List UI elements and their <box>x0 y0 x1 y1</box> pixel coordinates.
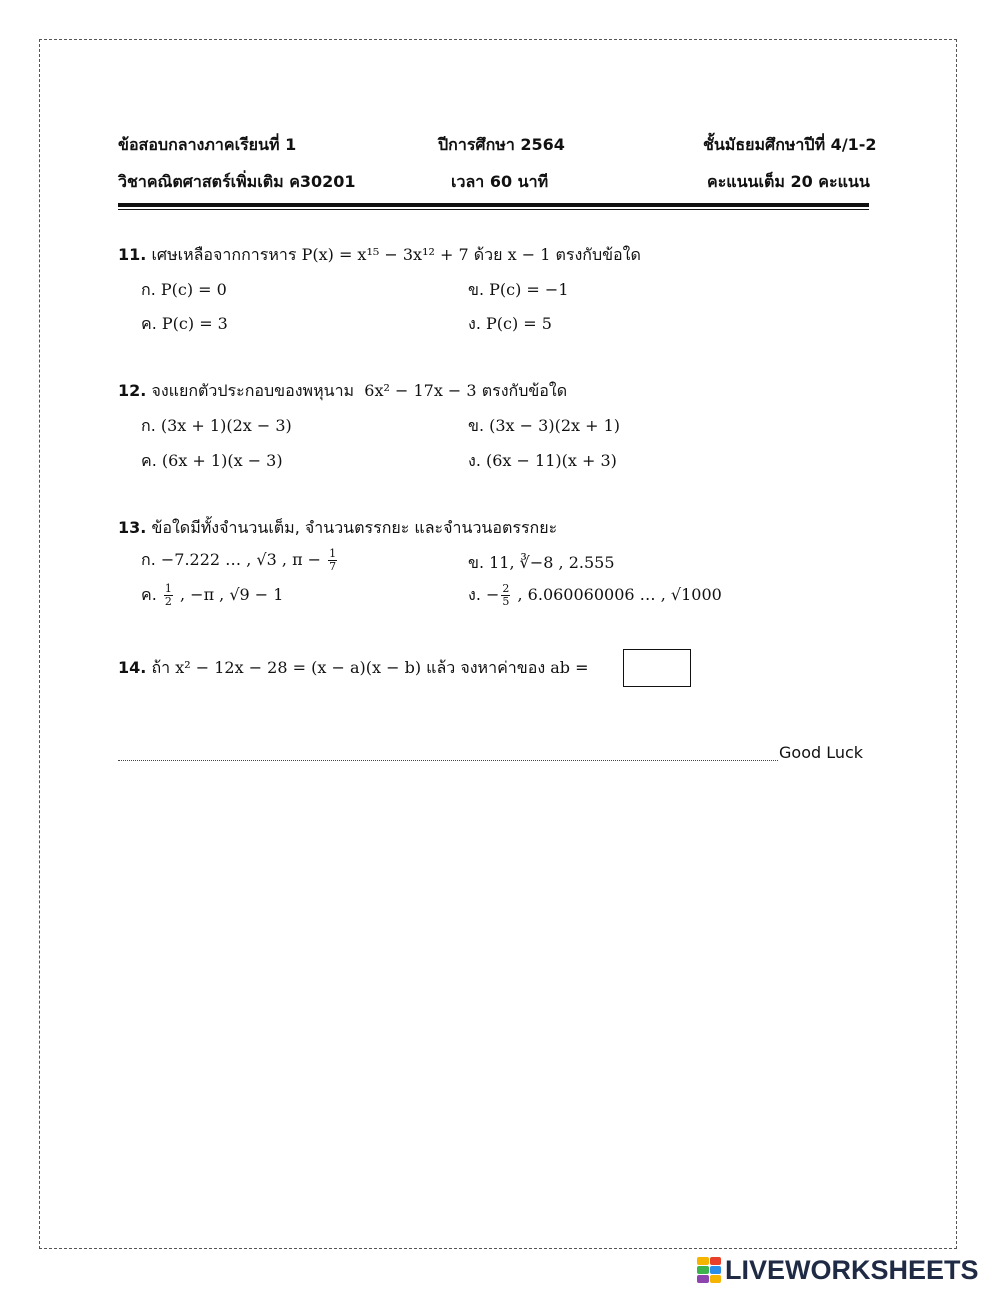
option-value: (3x − 3)(2x + 1) <box>489 416 621 435</box>
question-text: ถ้า <box>151 658 171 677</box>
option-label: ค. <box>141 585 157 604</box>
question-text: ตรงกับข้อใด <box>481 381 568 400</box>
option-a[interactable] <box>141 548 339 573</box>
fraction-numerator: 1 <box>329 547 337 560</box>
option-value: P(c) = 0 <box>160 280 227 299</box>
good-luck-text: Good Luck <box>779 743 864 762</box>
fraction <box>164 583 173 608</box>
fraction <box>501 583 510 608</box>
option-label: ก. <box>141 416 156 435</box>
equals-sign: = <box>575 658 589 677</box>
question-number: 11. <box>118 245 147 264</box>
option-value: , −π , √9 − 1 <box>179 585 284 604</box>
option-label: ข. <box>468 280 485 299</box>
question-text: ตรงกับข้อใด <box>555 245 641 264</box>
option-d[interactable] <box>468 449 617 474</box>
option-c[interactable] <box>141 449 283 474</box>
logo-blocks-icon <box>697 1257 721 1283</box>
dotted-line <box>118 760 778 761</box>
question-14 <box>118 656 589 681</box>
page-border <box>39 39 957 1249</box>
option-value: (3x + 1)(2x − 3) <box>160 416 292 435</box>
option-label: ค. <box>141 314 157 333</box>
question-13 <box>118 516 557 541</box>
option-label: ข. <box>468 416 485 435</box>
option-c[interactable] <box>141 583 283 608</box>
option-value: P(c) = 3 <box>161 314 228 333</box>
question-text: จงแยกตัวประกอบของพหุนาม <box>151 381 355 400</box>
fraction-denominator: 2 <box>164 595 172 608</box>
option-c[interactable] <box>141 312 228 337</box>
option-value: (6x − 11)(x + 3) <box>486 451 617 470</box>
question-12 <box>118 379 567 404</box>
option-value: −7.222 … , √3 , π − <box>160 550 322 569</box>
grade-level: ชั้นมัธยมศึกษาปีที่ 4/1-2 <box>703 135 877 154</box>
option-value: 11, ∛−8 , 2.555 <box>489 553 615 572</box>
question-expression: x − 1 <box>507 245 551 264</box>
question-number: 12. <box>118 381 147 400</box>
option-a[interactable] <box>141 414 292 439</box>
fraction <box>328 548 337 573</box>
liveworksheets-logo <box>697 1254 979 1286</box>
question-text: เศษเหลือจากการหาร <box>151 245 297 264</box>
option-b[interactable] <box>468 551 615 576</box>
question-text: แล้ว จงหาค่าของ <box>426 658 546 677</box>
option-value: (6x + 1)(x − 3) <box>161 451 283 470</box>
question-text: ข้อใดมีทั้งจำนวนเต็ม, จำนวนตรรกยะ และจำนวนอตรรกยะ <box>151 518 558 537</box>
option-d[interactable] <box>468 583 722 608</box>
exam-title: ข้อสอบกลางภาคเรียนที่ 1 <box>118 135 297 154</box>
question-expression: P(x) = x¹⁵ − 3x¹² + 7 <box>301 245 469 264</box>
option-label: ข. <box>468 553 485 572</box>
question-expression: ab <box>550 658 570 677</box>
option-label: ค. <box>141 451 157 470</box>
brand-name: LIVEWORKSHEETS <box>725 1254 979 1285</box>
question-text: ด้วย <box>473 245 503 264</box>
option-value: P(c) = −1 <box>489 280 569 299</box>
fraction-denominator: 7 <box>329 560 337 573</box>
exam-time: เวลา 60 นาที <box>451 172 549 191</box>
question-number: 13. <box>118 518 147 537</box>
option-label: ก. <box>141 280 156 299</box>
question-11 <box>118 243 641 268</box>
option-label: ง. <box>468 314 481 333</box>
answer-input-box[interactable] <box>623 649 691 687</box>
option-value: P(c) = 5 <box>486 314 552 333</box>
fraction-numerator: 1 <box>164 582 172 595</box>
full-score: คะแนนเต็ม 20 คะแนน <box>707 172 870 191</box>
option-label: ก. <box>141 550 156 569</box>
option-b[interactable] <box>468 278 569 303</box>
option-value: − <box>486 585 500 604</box>
fraction-denominator: 5 <box>502 595 510 608</box>
subject: วิชาคณิตศาสตร์เพิ่มเติม ค30201 <box>118 172 356 191</box>
question-expression: 6x² − 17x − 3 <box>364 381 477 400</box>
option-label: ง. <box>468 451 481 470</box>
question-number: 14. <box>118 658 147 677</box>
academic-year: ปีการศึกษา 2564 <box>438 135 565 154</box>
option-value: , 6.060060006 … , √1000 <box>517 585 722 604</box>
option-a[interactable] <box>141 278 227 303</box>
question-expression: x² − 12x − 28 = (x − a)(x − b) <box>175 658 422 677</box>
option-b[interactable] <box>468 414 620 439</box>
header-rule-thick <box>118 203 869 207</box>
option-d[interactable] <box>468 312 552 337</box>
fraction-numerator: 2 <box>502 582 510 595</box>
header-rule-thin <box>118 209 869 210</box>
option-label: ง. <box>468 585 481 604</box>
